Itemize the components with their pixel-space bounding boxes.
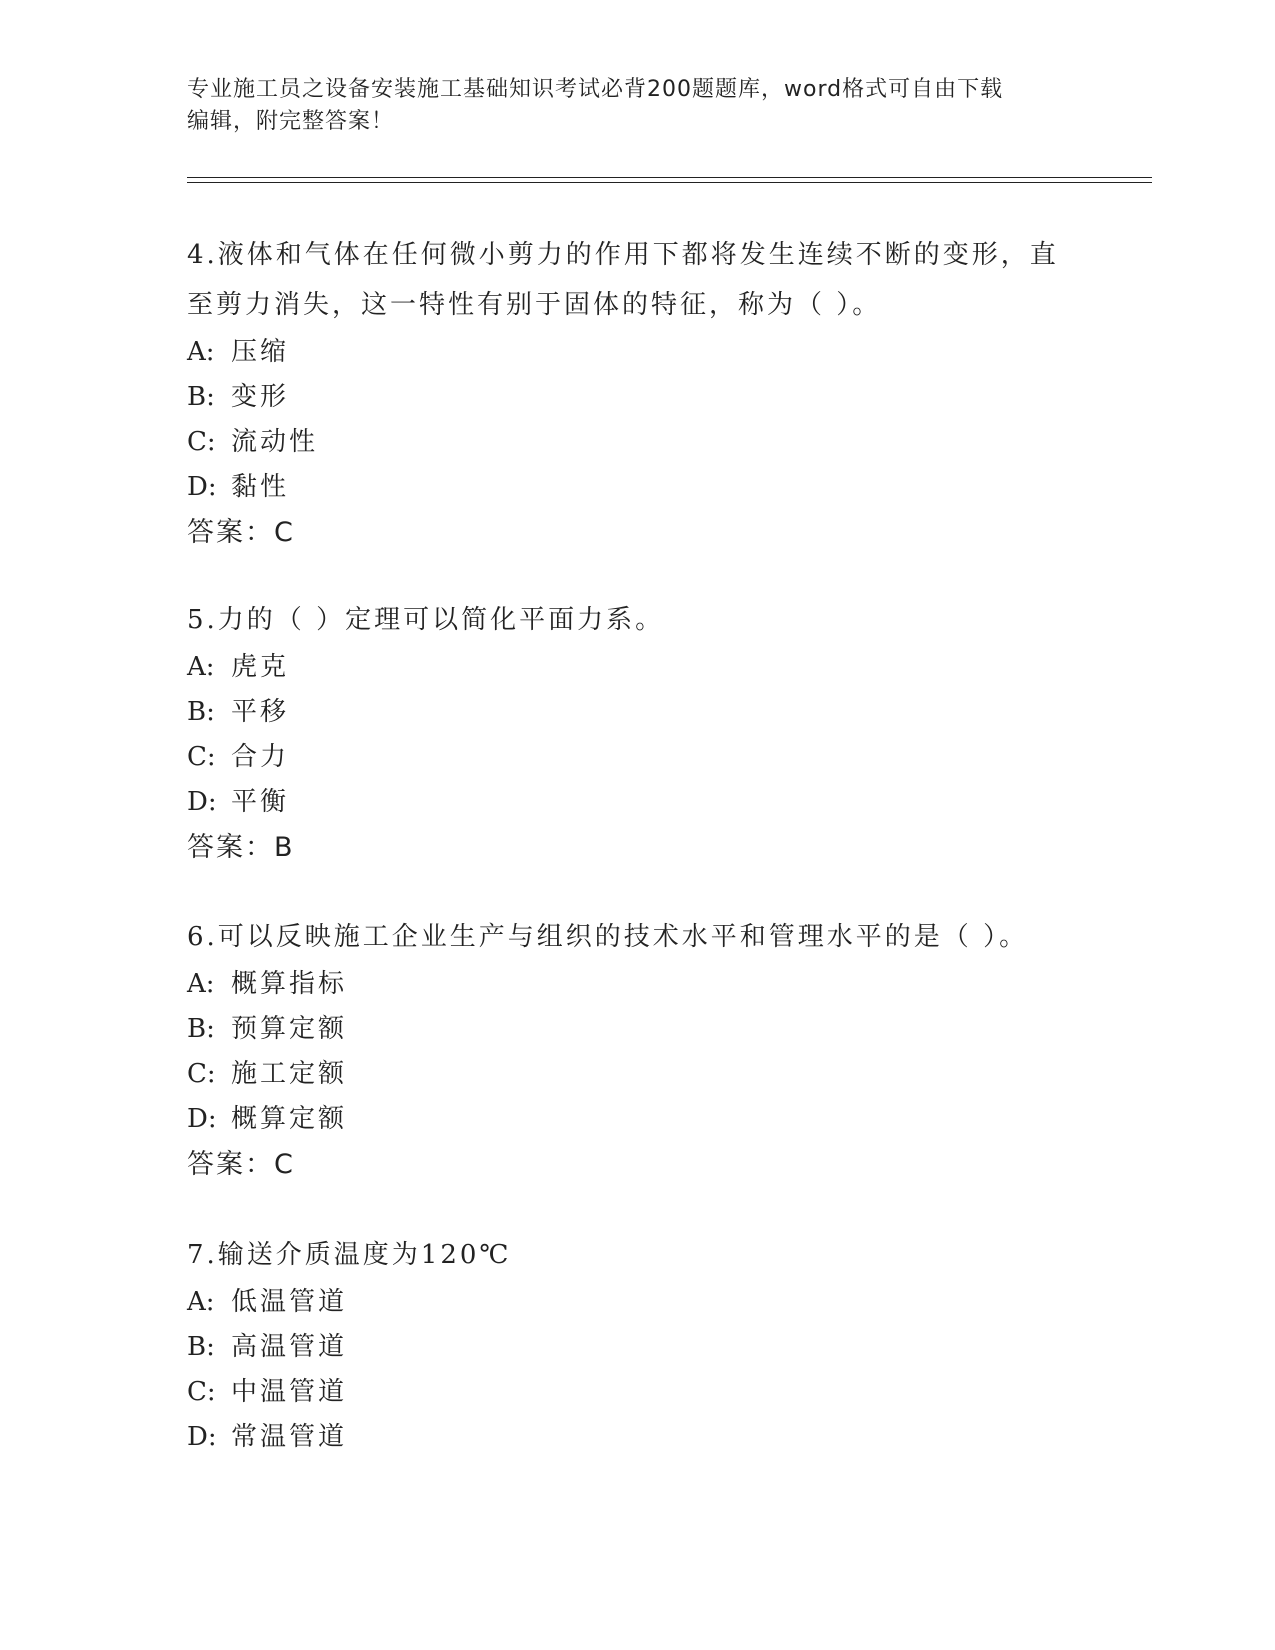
option-a [187,1280,1087,1325]
option-label: C: [187,742,216,772]
option-c [187,1052,1087,1097]
option-c [187,735,1087,780]
option-text: 概算指标 [231,969,348,999]
option-label: D: [187,1422,217,1452]
question-4 [187,230,1087,555]
option-text: 高温管道 [231,1332,348,1362]
option-text: 平移 [231,697,290,727]
option-a [187,330,1087,375]
option-text: 变形 [231,382,290,412]
question-6 [187,912,1087,1187]
question-7 [187,1230,1087,1460]
answer-line: 答案：C [187,1149,295,1180]
question-5 [187,595,1087,870]
option-d [187,780,1087,825]
option-b [187,1007,1087,1052]
option-text: 平衡 [231,787,290,817]
option-label: B: [187,697,215,727]
option-text: 中温管道 [231,1377,348,1407]
option-label: A: [187,652,215,682]
option-label: C: [187,1377,216,1407]
question-stem-line: 7.输送介质温度为120℃ [187,1240,512,1270]
option-text: 流动性 [231,427,319,457]
option-d [187,1415,1087,1460]
option-a [187,645,1087,690]
option-c [187,420,1087,465]
answer-line: 答案：C [187,517,295,548]
option-label: D: [187,1104,217,1134]
question-stem-line: 6.可以反映施工企业生产与组织的技术水平和管理水平的是（ ）。 [187,922,1029,952]
header-divider-bottom [187,182,1152,183]
option-text: 施工定额 [231,1059,348,1089]
option-label: B: [187,1014,215,1044]
option-label: C: [187,1059,216,1089]
option-label: B: [187,382,215,412]
question-stem-line: 4.液体和气体在任何微小剪力的作用下都将发生连续不断的变形，直 [187,240,1059,270]
option-b [187,375,1087,420]
option-label: A: [187,969,215,999]
option-text: 预算定额 [231,1014,348,1044]
document-header [187,74,1087,138]
question-stem-line: 5.力的（ ）定理可以简化平面力系。 [187,605,665,635]
header-line-1: 专业施工员之设备安装施工基础知识考试必背200题题库，word格式可自由下载 [187,77,1004,102]
header-line-2: 编辑，附完整答案！ [187,109,395,134]
option-text: 压缩 [231,337,290,367]
option-label: B: [187,1332,215,1362]
option-text: 合力 [231,742,290,772]
option-text: 黏性 [231,472,290,502]
option-label: D: [187,472,217,502]
option-label: C: [187,427,216,457]
option-label: A: [187,1287,215,1317]
option-d [187,1097,1087,1142]
option-text: 虎克 [231,652,290,682]
option-text: 常温管道 [231,1422,348,1452]
option-b [187,690,1087,735]
option-label: D: [187,787,217,817]
option-a [187,962,1087,1007]
header-divider-top [187,177,1152,178]
option-b [187,1325,1087,1370]
option-c [187,1370,1087,1415]
question-stem-line: 至剪力消失，这一特性有别于固体的特征，称为（ ）。 [187,290,882,320]
answer-line: 答案：B [187,832,295,863]
option-label: A: [187,337,215,367]
option-text: 低温管道 [231,1287,348,1317]
option-d [187,465,1087,510]
option-text: 概算定额 [231,1104,348,1134]
